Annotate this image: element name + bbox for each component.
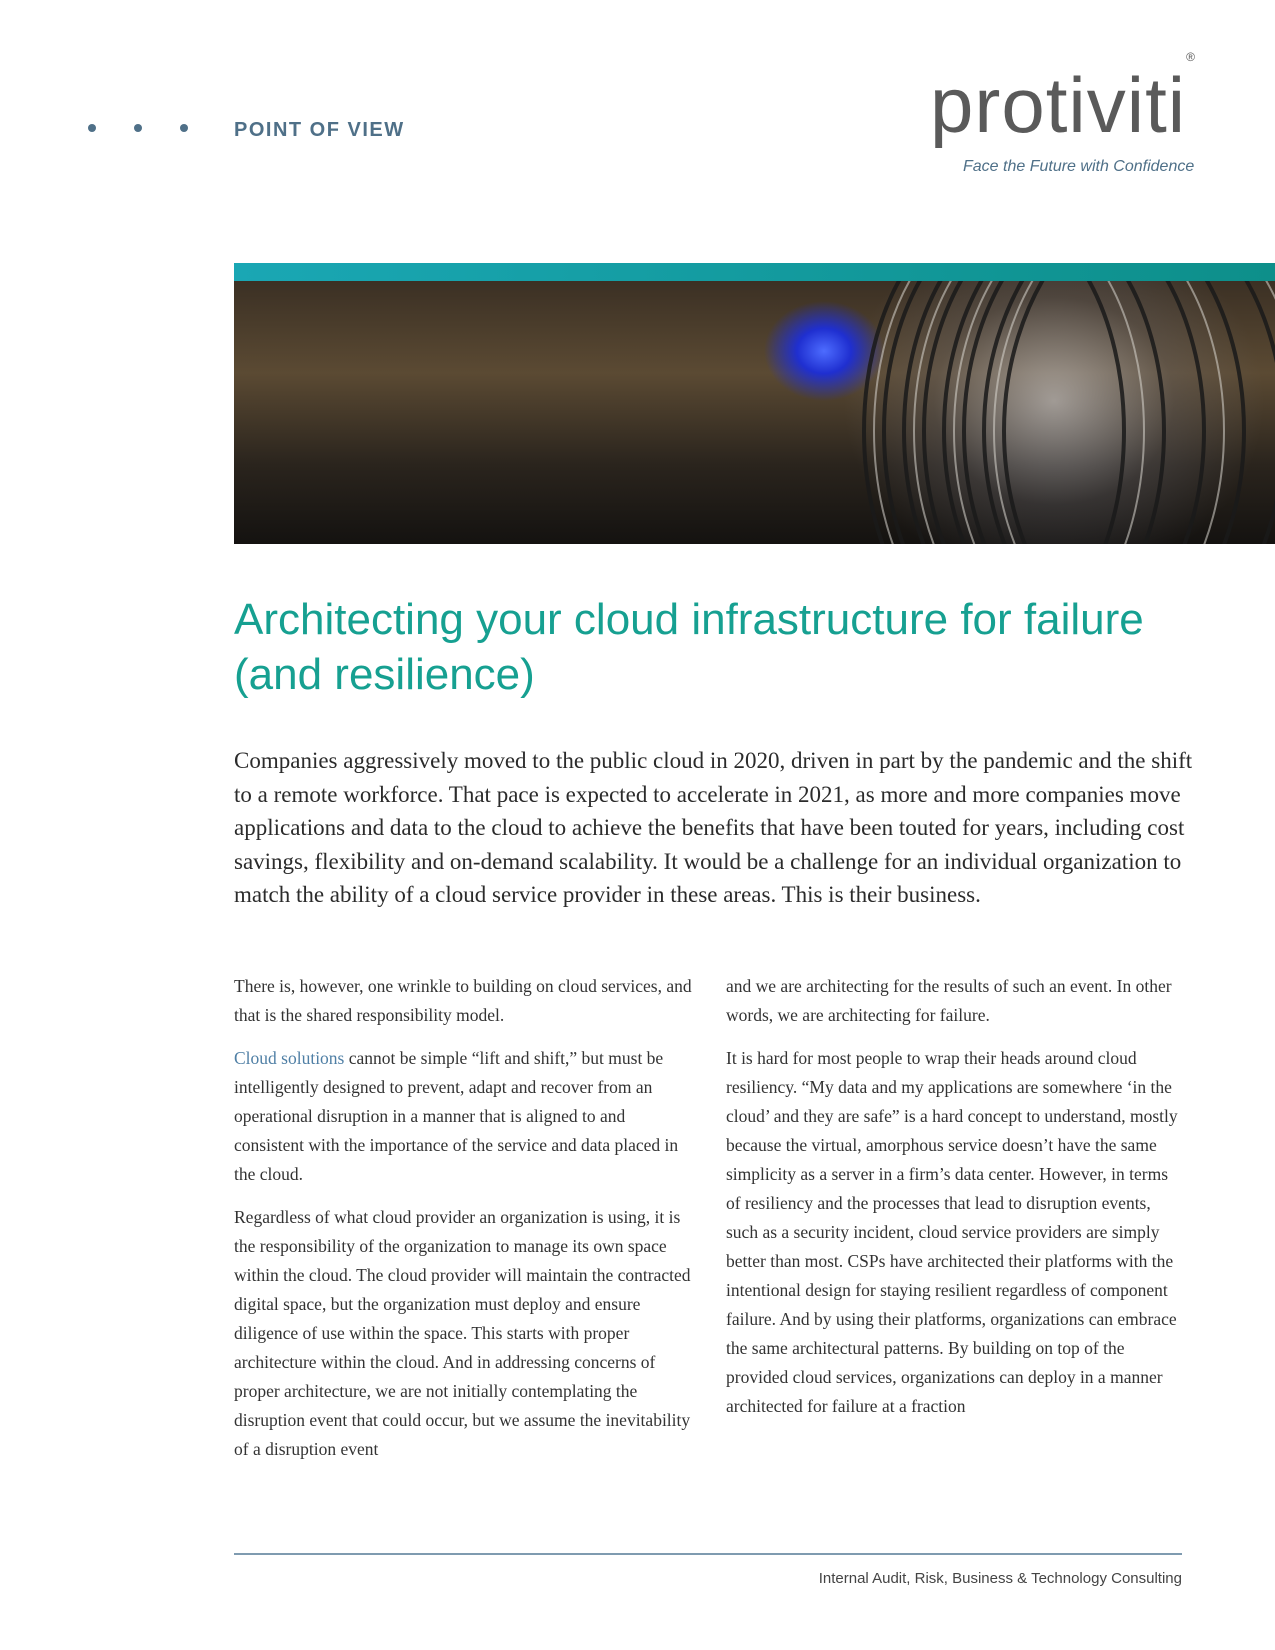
registered-mark: ® bbox=[1186, 50, 1196, 64]
title-line-1: Architecting your cloud infrastructure for failure bbox=[234, 595, 1144, 644]
footer-divider bbox=[234, 1553, 1182, 1555]
intro-paragraph: Companies aggressively moved to the public cloud in 2020, driven in part by the pandemic and the shift to a remote workforce. That pace is expected to accelerate in 2021, as more and more companies move applications and data to the cloud to achieve the benefits that have been touted for years, including cost savings, flexibility and on-demand scalability. It would be a challenge for an individual organization to match the ability of a cloud service provider in these areas. This is their business. bbox=[234, 748, 1193, 907]
logo-text: protiviti bbox=[930, 61, 1187, 149]
right-paragraph-2: It is hard for most people to wrap their heads around cloud resiliency. “My data and my applications are somewhere ‘in the cloud’ and they are safe” is a hard concept to understand, mostly because the virtual, amorphous service doesn’t have the same simplicity as a server in a firm’s data center. However, in terms of resiliency and the processes that lead to disruption events, such as a security incident, cloud service providers are simply better than most. CSPs have architected their platforms with the intentional design for staying resilient regardless of component failure. And by using their platforms, organizations can embrace the same architectural patterns. By building on top of the provided cloud services, organizations can deploy in a manner architected for failure at a fraction bbox=[726, 1048, 1178, 1416]
hero-accent-bar bbox=[234, 263, 1275, 281]
spring-coils-graphic bbox=[234, 281, 1275, 544]
dot-2 bbox=[134, 124, 142, 132]
protiviti-logo bbox=[930, 50, 1196, 149]
logo-tagline: Face the Future with Confidence bbox=[963, 158, 1195, 175]
cloud-solutions-link[interactable]: Cloud solutions bbox=[234, 1048, 345, 1068]
dot-3 bbox=[180, 124, 188, 132]
article-title bbox=[234, 592, 1194, 702]
left-paragraph-3: Regardless of what cloud provider an organization is using, it is the responsibility of the organization to manage its own space within the cloud. The cloud provider will maintain the contracted digital space, but the organization must deploy and ensure diligence of use within the space. This starts with proper architecture within the cloud. And in addressing concerns of proper architecture, we are not initially contemplating the disruption event that could occur, but we assume the inevitability of a disruption event bbox=[234, 1207, 691, 1459]
right-paragraph-1: and we are architecting for the results of such an event. In other words, we are architecting for failure. bbox=[726, 976, 1172, 1025]
footer-text: Internal Audit, Risk, Business & Technology Consulting bbox=[818, 1570, 1182, 1587]
decorative-dots bbox=[88, 124, 188, 132]
left-paragraph-1: There is, however, one wrinkle to building on cloud services, and that is the shared responsibility model. bbox=[234, 976, 692, 1025]
dot-1 bbox=[88, 124, 96, 132]
left-paragraph-2-text: cannot be simple “lift and shift,” but must be intelligently designed to prevent, adapt and recover from an operational disruption in a manner that is aligned to and consistent with the importance of the service and data placed in the cloud. bbox=[234, 1048, 679, 1184]
section-label: POINT OF VIEW bbox=[234, 119, 405, 141]
left-paragraph-2 bbox=[234, 1044, 694, 1189]
title-line-2: (and resilience) bbox=[234, 650, 535, 699]
hero-image bbox=[234, 281, 1275, 544]
left-column bbox=[234, 972, 694, 1478]
right-column bbox=[726, 972, 1186, 1435]
